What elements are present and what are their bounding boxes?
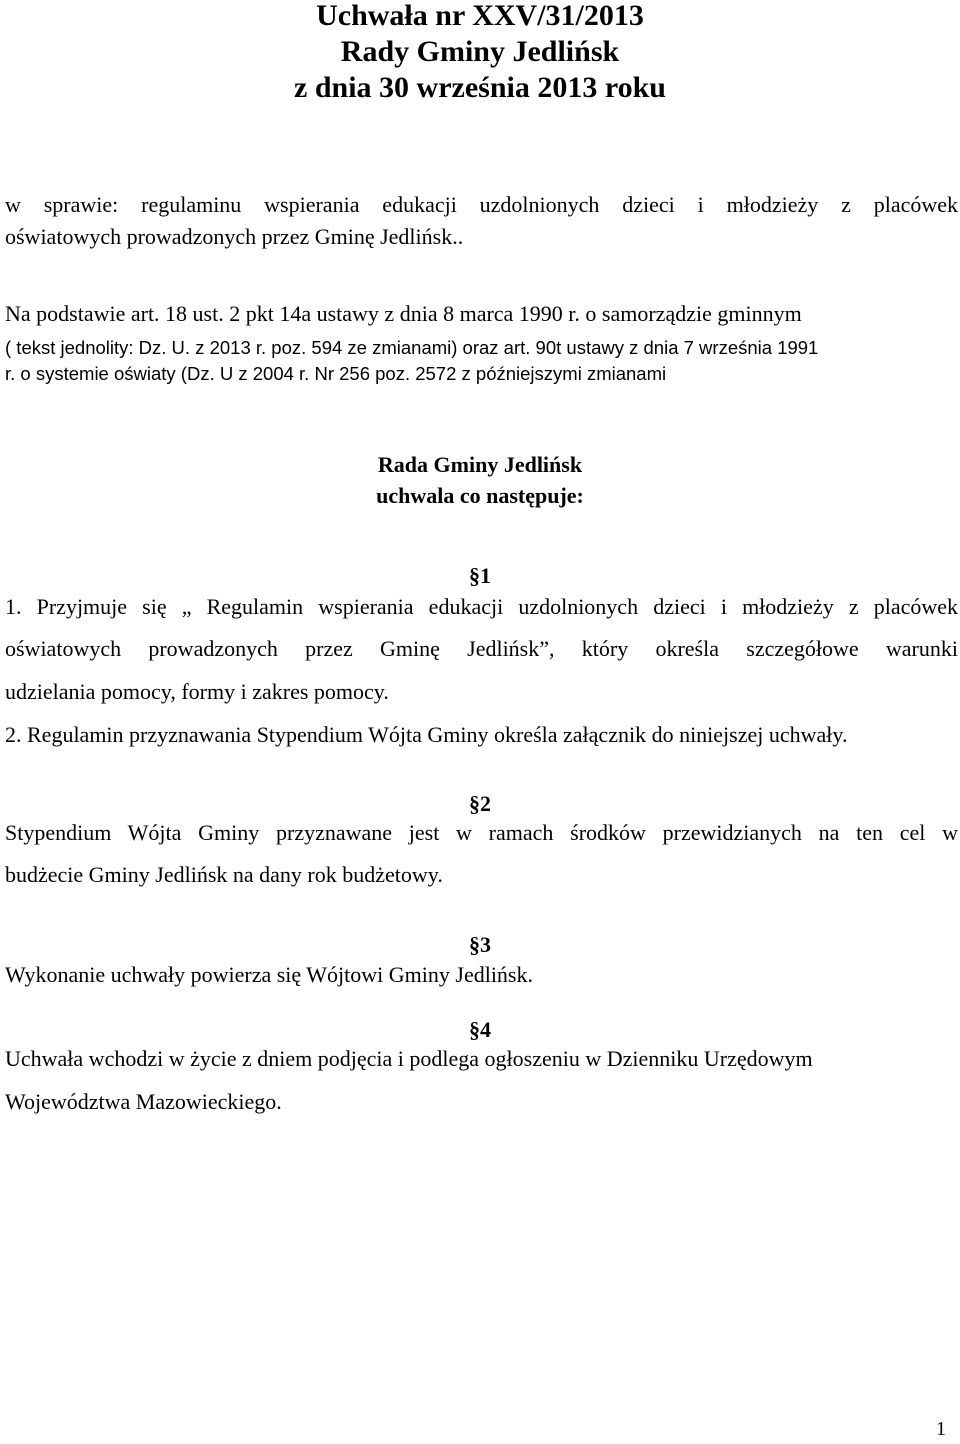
document-title-line3: z dnia 30 września 2013 roku	[294, 71, 666, 104]
subject-line1: w sprawie: regulaminu wspierania edukacji uzdolnionych dzieci i młodzieży z placówek	[5, 192, 958, 217]
legal-basis-line1: Na podstawie art. 18 ust. 2 pkt 14a ustawy z dnia 8 marca 1990 r. o samorządzie gminnym	[5, 301, 802, 326]
section-2-line1: Stypendium Wójta Gminy przyznawane jest w ramach środków przewidzianych na ten cel w	[5, 820, 958, 845]
legal-basis-line2: ( tekst jednolity: Dz. U. z 2013 r. poz. 594 ze zmianami) oraz art. 90t ustawy z dnia 7 września 1991	[5, 337, 819, 358]
section-1-p1-line3: udzielania pomocy, formy i zakres pomocy.	[5, 679, 389, 704]
legal-basis-line3: r. o systemie oświaty (Dz. U z 2004 r. Nr 256 poz. 2572 z późniejszymi zmianami	[5, 363, 667, 384]
section-4-heading: §4	[469, 1017, 491, 1042]
section-3-heading: §3	[469, 932, 491, 957]
subject-line2: oświatowych prowadzonych przez Gminę Jedlińsk..	[5, 224, 464, 249]
section-1-heading: §1	[469, 563, 491, 588]
section-4-line1: Uchwała wchodzi w życie z dniem podjęcia i podlega ogłoszeniu w Dzienniku Urzędowym	[5, 1046, 813, 1071]
section-2-line2: budżecie Gminy Jedlińsk na dany rok budżetowy.	[5, 862, 443, 887]
council-name: Rada Gminy Jedlińsk	[377, 452, 583, 477]
document-title-line2: Rady Gminy Jedlińsk	[340, 35, 620, 68]
document-title-line1: Uchwała nr XXV/31/2013	[316, 0, 644, 32]
section-3-line1: Wykonanie uchwały powierza się Wójtowi Gminy Jedlińsk.	[5, 962, 533, 987]
section-1-p1-line2: oświatowych prowadzonych przez Gminę Jedlińsk”, który określa szczegółowe warunki	[5, 636, 958, 661]
page-number: 1	[936, 1418, 946, 1440]
section-2-heading: §2	[469, 791, 491, 816]
council-resolves: uchwala co następuje:	[376, 483, 584, 508]
section-1-p1-line1: 1. Przyjmuje się „ Regulamin wspierania edukacji uzdolnionych dzieci i młodzieży z placówek	[5, 594, 958, 619]
section-4-line2: Województwa Mazowieckiego.	[5, 1089, 282, 1114]
section-1-p2-line1: 2. Regulamin przyznawania Stypendium Wójta Gminy określa załącznik do niniejszej uchwały.	[5, 722, 848, 747]
